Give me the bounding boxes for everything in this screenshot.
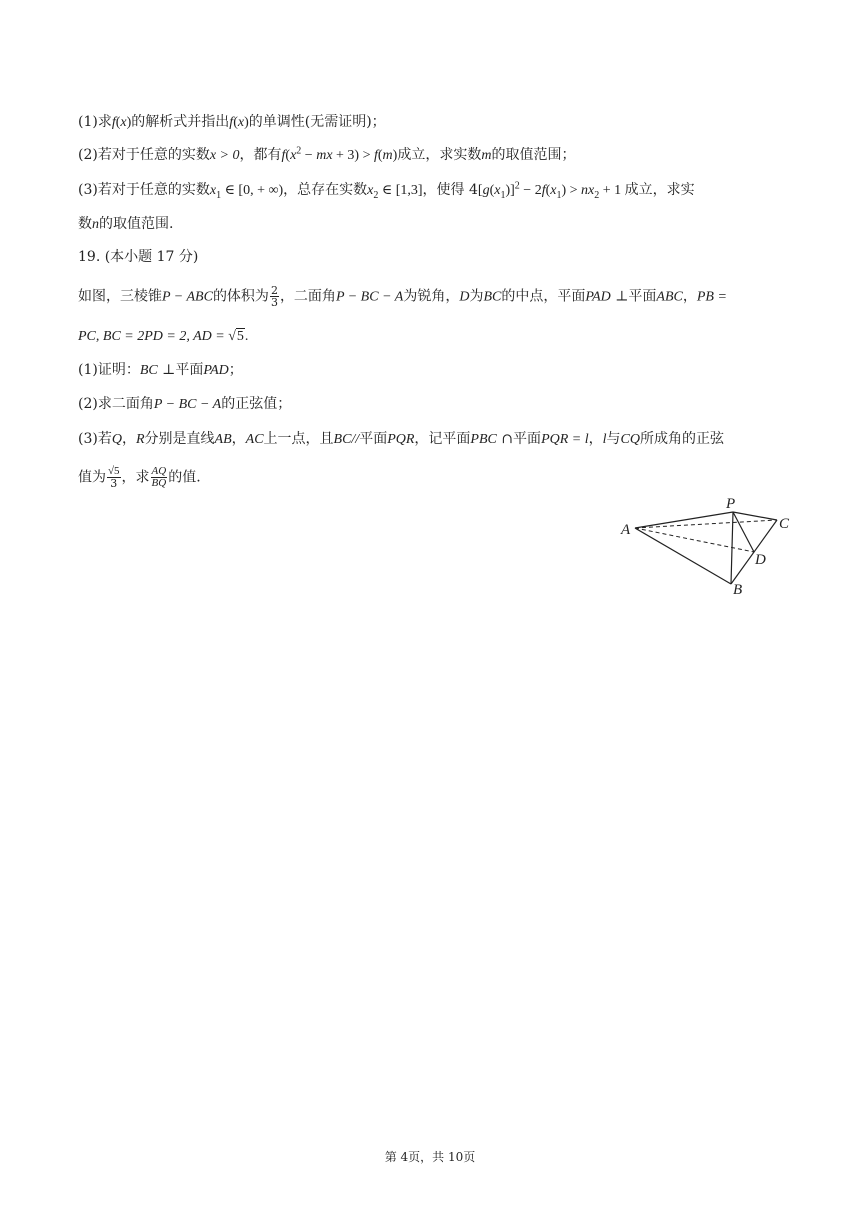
pyramid-figure bbox=[615, 492, 795, 597]
volume-fraction: $\frac{2}{3}$ bbox=[270, 284, 278, 309]
edge-AD-hidden bbox=[635, 528, 754, 552]
ratio-fraction: $\frac{AQ}{BQ}$ bbox=[151, 465, 167, 489]
sine-fraction: $\frac{√5}{3}$ bbox=[108, 465, 120, 490]
q19-stem: 如图，三棱锥P − ABC的体积为 $\frac{2}{3}$ ，二面角P − BC − A为锐角，D为BC的中点，平面PAD ⊥平面ABC，PB = bbox=[78, 284, 727, 309]
q19-part3-cont: 值为 $\frac{√5}{3}$ ，求 $\frac{AQ}{BQ}$ 的值. bbox=[78, 465, 201, 490]
edge-PD bbox=[733, 512, 754, 552]
edge-PC bbox=[733, 512, 777, 520]
q19-part2: (2)求二面角P − BC − A的正弦值； bbox=[78, 396, 292, 412]
sqrt-five: √5 bbox=[228, 329, 244, 344]
page-footer: 第 4页，共 10页 bbox=[384, 1150, 476, 1164]
edge-AB bbox=[635, 528, 731, 584]
label-A: A bbox=[621, 522, 631, 538]
q19-part3: (3)若Q，R分别是直线AB，AC上一点，且BC//平面PQR，记平面PBC ∩平面PQR = l，l与CQ所成角的正弦 bbox=[78, 431, 724, 447]
label-D: D bbox=[755, 552, 766, 568]
q18-part1: (1)求f(x)的解析式并指出f(x)的单调性(无需证明)； bbox=[78, 114, 386, 130]
label-B: B bbox=[733, 582, 743, 597]
label-P: P bbox=[726, 496, 736, 512]
q19-stem-cont: PC, BC = 2PD = 2, AD = √5. bbox=[78, 326, 248, 347]
label-C: C bbox=[779, 516, 790, 532]
q18-part3: (3)若对于任意的实数$x_1$ ∈ [0, + ∞)，总存在实数$x_2$ ∈ [1,3]，使得 $4[g(x_1)]^2 - 2f(x_1) > nx_2 + 1$ 成立，求实 bbox=[78, 180, 695, 201]
q18-part2: (2)若对于任意的实数x > 0，都有$f(x^2$ − mx + 3) > f(m)成立，求实数m的取值范围； bbox=[78, 145, 576, 163]
q19-part1: (1)证明：BC ⊥平面PAD； bbox=[78, 362, 243, 378]
q18-part3-cont: 数n的取值范围. bbox=[78, 216, 174, 232]
q19-header: 19. (本小题 17 分) bbox=[78, 249, 199, 265]
